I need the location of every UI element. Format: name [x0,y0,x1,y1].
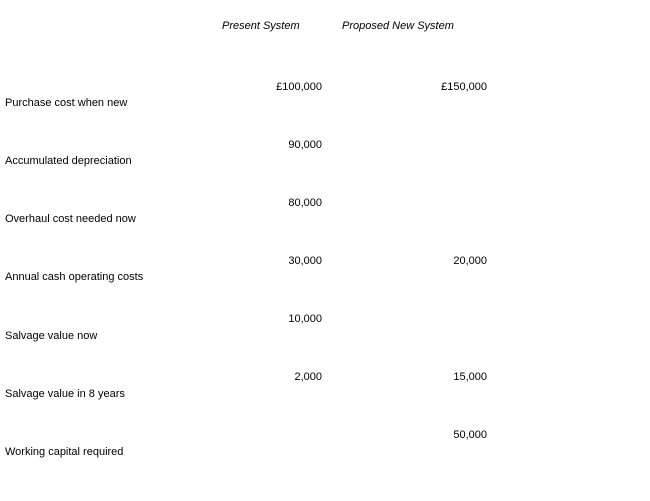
value-present-overhaul-cost: 80,000 [288,197,322,209]
value-present-salvage-8-years: 2,000 [294,371,322,383]
value-proposed-salvage-8-years: 15,000 [453,371,487,383]
label-annual-operating-costs: Annual cash operating costs [5,271,144,283]
value-present-accumulated-depreciation: 90,000 [288,139,322,151]
value-present-salvage-now: 10,000 [288,313,322,325]
header-present-system: Present System [222,20,300,32]
value-present-annual-operating-costs: 30,000 [288,255,322,267]
value-proposed-purchase-cost: £150,000 [441,81,487,93]
header-proposed-new-system: Proposed New System [342,20,454,32]
label-salvage-now: Salvage value now [5,330,98,342]
value-present-purchase-cost: £100,000 [276,81,322,93]
label-accumulated-depreciation: Accumulated depreciation [5,155,132,167]
label-purchase-cost: Purchase cost when new [5,97,128,109]
label-overhaul-cost: Overhaul cost needed now [5,213,136,225]
label-working-capital: Working capital required [5,446,124,458]
value-proposed-working-capital: 50,000 [453,429,487,441]
value-proposed-annual-operating-costs: 20,000 [453,255,487,267]
label-salvage-8-years: Salvage value in 8 years [5,388,125,400]
